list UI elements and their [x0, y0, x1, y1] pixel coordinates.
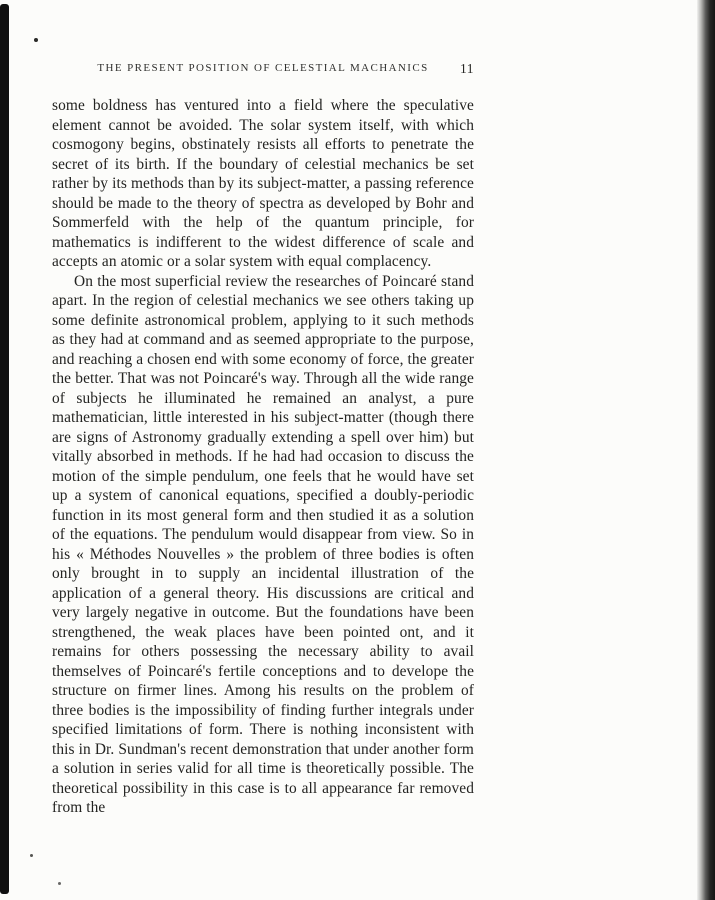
paragraph: some boldness has ventured into a field where the speculative element cannot be avoided. The solar system itself, with which cosmogony begins, obstinately resists all efforts to penetrate the secret of its birth. If the boundary of celestial mechanics be set rather by its methods than by its subject-matter, a passing reference should be made to the theory of spectra as developed by Bohr and Sommerfeld with the help of the quantum principle, for mathematics is indifferent to the widest difference of scale and accepts an atomic or a solar system with equal complacency.: [52, 97, 474, 270]
ink-speck: [58, 882, 61, 885]
paragraph: On the most superficial review the researches of Poincaré stand apart. In the region of celestial mechanics we see others taking up some definite astronomical problem, applying to it such methods as they had at command and as seemed appropriate to the purpose, and reaching a chosen end with some economy of force, the greater the better. That was not Poincaré's way. Through all the wide range of subjects he illuminated he remained an analyst, a pure mathematician, little interested in his subject-matter (though there are signs of Astronomy gradually extending a spell over him) but vitally absorbed in methods. If he had had occasion to discuss the motion of the simple pendulum, one feels that he would have set up a system of canonical equations, specified a doubly-periodic function in its most general form and then studied it as a solution of the equations. The pendulum would disappear from view. So in his « Méthodes Nouvelles » the problem of three bodies is often only brought in to supply an incidental illustration of the application of a general theory. His discussions are critical and very largely negative in outcome. But the foundations have been strengthened, the weak places have been pointed ont, and it remains for others possessing the necessary ability to avail themselves of Poincaré's fertile conceptions and to develope the structure on firmer lines. Among his results on the problem of three bodies is the impossibility of finding further integrals under specified limitations of form. There is nothing inconsistent with this in Dr. Sundman's recent demonstration that under another form a solution in series valid for all time is theoretically possible. The theoretical possibility in this case is to all appearance far removed from the: [52, 272, 474, 816]
page-number: 11: [460, 61, 474, 76]
running-header: [52, 62, 474, 77]
page-body: [52, 96, 474, 818]
running-header-title: THE PRESENT POSITION OF CELESTIAL MACHANICS: [97, 62, 429, 74]
scan-gutter-left: [0, 4, 9, 894]
scan-gutter-right: [697, 0, 715, 900]
ink-speck: [30, 854, 33, 857]
ink-speck: [34, 38, 38, 42]
text-block: [52, 62, 474, 818]
